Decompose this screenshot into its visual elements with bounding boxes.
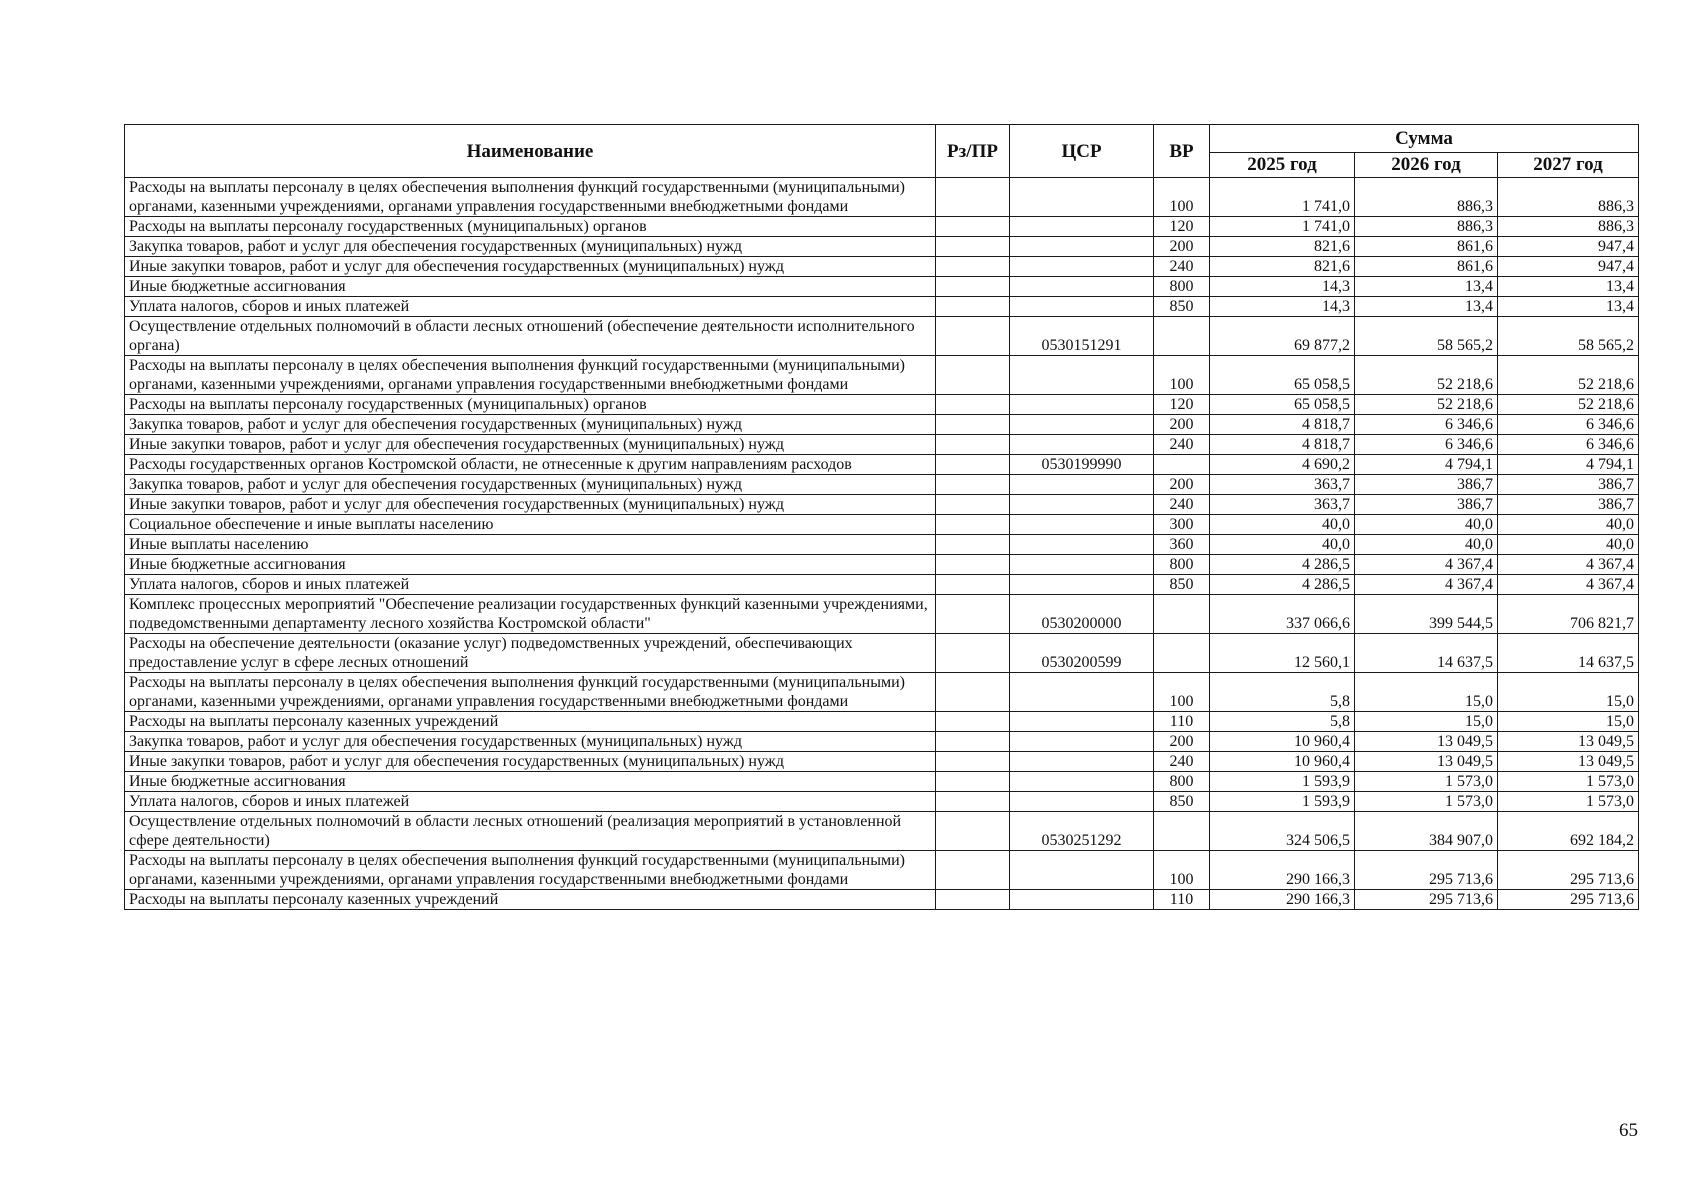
cell-vr: 800 — [1154, 772, 1210, 792]
cell-rz-pr — [936, 277, 1010, 297]
cell-name: Расходы на выплаты персоналу государственных (муниципальных) органов — [125, 395, 936, 415]
cell-name: Расходы на обеспечение деятельности (оказание услуг) подведомственных учреждений, обеспечивающих предоставление услуг в сфере лесных отношений — [125, 634, 936, 673]
cell-vr: 240 — [1154, 495, 1210, 515]
cell-vr: 850 — [1154, 792, 1210, 812]
budget-table — [124, 124, 1639, 910]
cell-amount-2025: 1 593,9 — [1210, 792, 1355, 812]
cell-amount-2025: 1 741,0 — [1210, 178, 1355, 217]
cell-amount-2027: 13 049,5 — [1498, 752, 1639, 772]
cell-amount-2026: 52 218,6 — [1355, 356, 1498, 395]
cell-rz-pr — [936, 634, 1010, 673]
cell-amount-2026: 13,4 — [1355, 277, 1498, 297]
cell-amount-2027: 6 346,6 — [1498, 415, 1639, 435]
cell-rz-pr — [936, 792, 1010, 812]
cell-amount-2025: 5,8 — [1210, 712, 1355, 732]
cell-csr — [1010, 673, 1154, 712]
cell-rz-pr — [936, 317, 1010, 356]
table-row — [125, 515, 1639, 535]
cell-vr: 100 — [1154, 356, 1210, 395]
table-row — [125, 535, 1639, 555]
cell-amount-2025: 4 818,7 — [1210, 435, 1355, 455]
cell-amount-2025: 290 166,3 — [1210, 890, 1355, 910]
table-body — [125, 178, 1639, 910]
header-year-2025: 2025 год — [1210, 152, 1355, 177]
table-row — [125, 415, 1639, 435]
cell-amount-2027: 886,3 — [1498, 178, 1639, 217]
cell-name: Иные выплаты населению — [125, 535, 936, 555]
cell-rz-pr — [936, 257, 1010, 277]
cell-amount-2025: 4 818,7 — [1210, 415, 1355, 435]
cell-amount-2025: 10 960,4 — [1210, 732, 1355, 752]
cell-amount-2025: 14,3 — [1210, 297, 1355, 317]
cell-amount-2025: 4 690,2 — [1210, 455, 1355, 475]
cell-rz-pr — [936, 712, 1010, 732]
cell-amount-2026: 58 565,2 — [1355, 317, 1498, 356]
cell-vr — [1154, 455, 1210, 475]
cell-csr — [1010, 575, 1154, 595]
cell-name: Расходы на выплаты персоналу в целях обеспечения выполнения функций государственными (муниципальными) органами, казенными учреждениями, органами управления государственными внебюджетными фондами — [125, 356, 936, 395]
cell-amount-2027: 15,0 — [1498, 712, 1639, 732]
cell-amount-2026: 295 713,6 — [1355, 890, 1498, 910]
table-row — [125, 772, 1639, 792]
cell-vr: 360 — [1154, 535, 1210, 555]
cell-amount-2025: 5,8 — [1210, 673, 1355, 712]
cell-rz-pr — [936, 356, 1010, 395]
table-row — [125, 217, 1639, 237]
table-row — [125, 851, 1639, 890]
table-row — [125, 712, 1639, 732]
cell-amount-2026: 384 907,0 — [1355, 812, 1498, 851]
cell-amount-2025: 10 960,4 — [1210, 752, 1355, 772]
cell-amount-2027: 947,4 — [1498, 237, 1639, 257]
table-row — [125, 297, 1639, 317]
cell-csr — [1010, 277, 1154, 297]
cell-vr: 100 — [1154, 851, 1210, 890]
table-row — [125, 395, 1639, 415]
cell-amount-2026: 886,3 — [1355, 217, 1498, 237]
table-row — [125, 673, 1639, 712]
cell-csr — [1010, 851, 1154, 890]
header-year-2027: 2027 год — [1498, 152, 1639, 177]
cell-vr: 100 — [1154, 178, 1210, 217]
cell-csr: 0530151291 — [1010, 317, 1154, 356]
cell-rz-pr — [936, 851, 1010, 890]
cell-amount-2027: 1 573,0 — [1498, 772, 1639, 792]
cell-csr — [1010, 178, 1154, 217]
cell-name: Закупка товаров, работ и услуг для обеспечения государственных (муниципальных) нужд — [125, 732, 936, 752]
cell-rz-pr — [936, 495, 1010, 515]
cell-amount-2027: 15,0 — [1498, 673, 1639, 712]
cell-vr: 120 — [1154, 217, 1210, 237]
cell-rz-pr — [936, 752, 1010, 772]
cell-amount-2026: 1 573,0 — [1355, 772, 1498, 792]
table-row — [125, 890, 1639, 910]
cell-amount-2025: 821,6 — [1210, 237, 1355, 257]
table-row — [125, 595, 1639, 634]
cell-amount-2027: 14 637,5 — [1498, 634, 1639, 673]
cell-amount-2026: 40,0 — [1355, 515, 1498, 535]
cell-amount-2026: 386,7 — [1355, 475, 1498, 495]
cell-rz-pr — [936, 217, 1010, 237]
cell-rz-pr — [936, 395, 1010, 415]
cell-csr — [1010, 535, 1154, 555]
cell-name: Иные бюджетные ассигнования — [125, 555, 936, 575]
cell-amount-2027: 886,3 — [1498, 217, 1639, 237]
cell-vr: 300 — [1154, 515, 1210, 535]
table-header — [125, 125, 1639, 178]
cell-amount-2027: 40,0 — [1498, 515, 1639, 535]
cell-csr — [1010, 356, 1154, 395]
cell-csr — [1010, 395, 1154, 415]
cell-vr — [1154, 812, 1210, 851]
table-row — [125, 792, 1639, 812]
cell-vr — [1154, 634, 1210, 673]
cell-vr — [1154, 317, 1210, 356]
cell-amount-2027: 13 049,5 — [1498, 732, 1639, 752]
cell-rz-pr — [936, 673, 1010, 712]
header-sum: Сумма — [1210, 125, 1639, 153]
cell-amount-2025: 4 286,5 — [1210, 575, 1355, 595]
cell-csr — [1010, 217, 1154, 237]
cell-vr: 800 — [1154, 555, 1210, 575]
cell-vr: 110 — [1154, 712, 1210, 732]
cell-amount-2026: 295 713,6 — [1355, 851, 1498, 890]
cell-rz-pr — [936, 415, 1010, 435]
page-number: 65 — [1619, 1120, 1638, 1141]
cell-rz-pr — [936, 890, 1010, 910]
header-csr: ЦСР — [1010, 125, 1154, 178]
cell-amount-2026: 13 049,5 — [1355, 752, 1498, 772]
cell-name: Иные бюджетные ассигнования — [125, 772, 936, 792]
cell-amount-2027: 13,4 — [1498, 277, 1639, 297]
cell-amount-2026: 861,6 — [1355, 237, 1498, 257]
cell-csr — [1010, 415, 1154, 435]
table-row — [125, 257, 1639, 277]
cell-amount-2027: 386,7 — [1498, 475, 1639, 495]
cell-vr: 200 — [1154, 415, 1210, 435]
cell-amount-2027: 692 184,2 — [1498, 812, 1639, 851]
cell-amount-2027: 4 367,4 — [1498, 555, 1639, 575]
cell-amount-2025: 40,0 — [1210, 535, 1355, 555]
cell-amount-2027: 386,7 — [1498, 495, 1639, 515]
cell-name: Закупка товаров, работ и услуг для обеспечения государственных (муниципальных) нужд — [125, 415, 936, 435]
cell-amount-2027: 6 346,6 — [1498, 435, 1639, 455]
cell-csr — [1010, 712, 1154, 732]
cell-name: Закупка товаров, работ и услуг для обеспечения государственных (муниципальных) нужд — [125, 475, 936, 495]
cell-amount-2026: 861,6 — [1355, 257, 1498, 277]
cell-name: Расходы на выплаты персоналу государственных (муниципальных) органов — [125, 217, 936, 237]
cell-csr — [1010, 752, 1154, 772]
cell-name: Уплата налогов, сборов и иных платежей — [125, 297, 936, 317]
cell-amount-2026: 4 367,4 — [1355, 575, 1498, 595]
header-year-2026: 2026 год — [1355, 152, 1498, 177]
header-name: Наименование — [125, 125, 936, 178]
cell-csr — [1010, 495, 1154, 515]
cell-amount-2027: 13,4 — [1498, 297, 1639, 317]
cell-amount-2026: 4 794,1 — [1355, 455, 1498, 475]
cell-amount-2027: 4 794,1 — [1498, 455, 1639, 475]
cell-csr — [1010, 890, 1154, 910]
cell-amount-2025: 40,0 — [1210, 515, 1355, 535]
cell-vr: 100 — [1154, 673, 1210, 712]
cell-amount-2025: 821,6 — [1210, 257, 1355, 277]
cell-amount-2025: 65 058,5 — [1210, 356, 1355, 395]
cell-rz-pr — [936, 297, 1010, 317]
cell-rz-pr — [936, 475, 1010, 495]
cell-amount-2025: 363,7 — [1210, 475, 1355, 495]
cell-vr: 850 — [1154, 575, 1210, 595]
cell-rz-pr — [936, 455, 1010, 475]
table-row — [125, 812, 1639, 851]
table-row — [125, 732, 1639, 752]
table-row — [125, 178, 1639, 217]
cell-csr — [1010, 555, 1154, 575]
cell-rz-pr — [936, 575, 1010, 595]
table-row — [125, 435, 1639, 455]
table-row — [125, 495, 1639, 515]
cell-name: Иные закупки товаров, работ и услуг для обеспечения государственных (муниципальных) нужд — [125, 435, 936, 455]
cell-rz-pr — [936, 595, 1010, 634]
cell-vr: 200 — [1154, 475, 1210, 495]
cell-name: Закупка товаров, работ и услуг для обеспечения государственных (муниципальных) нужд — [125, 237, 936, 257]
cell-amount-2026: 6 346,6 — [1355, 415, 1498, 435]
cell-csr — [1010, 792, 1154, 812]
cell-rz-pr — [936, 555, 1010, 575]
cell-csr — [1010, 435, 1154, 455]
cell-vr — [1154, 595, 1210, 634]
cell-amount-2025: 337 066,6 — [1210, 595, 1355, 634]
cell-amount-2027: 58 565,2 — [1498, 317, 1639, 356]
cell-name: Расходы на выплаты персоналу в целях обеспечения выполнения функций государственными (муниципальными) органами, казенными учреждениями, органами управления государственными внебюджетными фондами — [125, 178, 936, 217]
cell-amount-2025: 14,3 — [1210, 277, 1355, 297]
cell-csr — [1010, 297, 1154, 317]
cell-name: Уплата налогов, сборов и иных платежей — [125, 792, 936, 812]
cell-name: Расходы на выплаты персоналу в целях обеспечения выполнения функций государственными (муниципальными) органами, казенными учреждениями, органами управления государственными внебюджетными фондами — [125, 851, 936, 890]
cell-name: Расходы государственных органов Костромской области, не отнесенные к другим направлениям расходов — [125, 455, 936, 475]
table-row — [125, 237, 1639, 257]
table-row — [125, 555, 1639, 575]
cell-name: Расходы на выплаты персоналу казенных учреждений — [125, 890, 936, 910]
cell-csr — [1010, 475, 1154, 495]
cell-vr: 240 — [1154, 752, 1210, 772]
cell-name: Расходы на выплаты персоналу в целях обеспечения выполнения функций государственными (муниципальными) органами, казенными учреждениями, органами управления государственными внебюджетными фондами — [125, 673, 936, 712]
cell-rz-pr — [936, 237, 1010, 257]
cell-amount-2027: 706 821,7 — [1498, 595, 1639, 634]
cell-csr — [1010, 257, 1154, 277]
cell-csr — [1010, 237, 1154, 257]
cell-amount-2025: 363,7 — [1210, 495, 1355, 515]
cell-amount-2025: 324 506,5 — [1210, 812, 1355, 851]
cell-name: Уплата налогов, сборов и иных платежей — [125, 575, 936, 595]
cell-amount-2027: 4 367,4 — [1498, 575, 1639, 595]
cell-csr: 0530199990 — [1010, 455, 1154, 475]
header-vr: ВР — [1154, 125, 1210, 178]
cell-amount-2025: 12 560,1 — [1210, 634, 1355, 673]
cell-rz-pr — [936, 435, 1010, 455]
cell-name: Расходы на выплаты персоналу казенных учреждений — [125, 712, 936, 732]
table-row — [125, 634, 1639, 673]
cell-amount-2027: 295 713,6 — [1498, 851, 1639, 890]
cell-amount-2025: 1 741,0 — [1210, 217, 1355, 237]
cell-rz-pr — [936, 812, 1010, 851]
cell-name: Иные закупки товаров, работ и услуг для обеспечения государственных (муниципальных) нужд — [125, 495, 936, 515]
cell-amount-2025: 1 593,9 — [1210, 772, 1355, 792]
cell-name: Иные бюджетные ассигнования — [125, 277, 936, 297]
cell-csr: 0530200599 — [1010, 634, 1154, 673]
cell-amount-2026: 6 346,6 — [1355, 435, 1498, 455]
cell-amount-2027: 295 713,6 — [1498, 890, 1639, 910]
cell-rz-pr — [936, 535, 1010, 555]
cell-vr: 240 — [1154, 257, 1210, 277]
table-row — [125, 356, 1639, 395]
cell-amount-2027: 52 218,6 — [1498, 356, 1639, 395]
cell-rz-pr — [936, 772, 1010, 792]
cell-rz-pr — [936, 178, 1010, 217]
cell-rz-pr — [936, 515, 1010, 535]
table-row — [125, 752, 1639, 772]
table-row — [125, 277, 1639, 297]
cell-amount-2026: 15,0 — [1355, 712, 1498, 732]
cell-amount-2026: 386,7 — [1355, 495, 1498, 515]
table-row — [125, 455, 1639, 475]
cell-amount-2026: 13 049,5 — [1355, 732, 1498, 752]
cell-csr: 0530251292 — [1010, 812, 1154, 851]
cell-amount-2026: 52 218,6 — [1355, 395, 1498, 415]
cell-amount-2027: 52 218,6 — [1498, 395, 1639, 415]
cell-amount-2026: 13,4 — [1355, 297, 1498, 317]
cell-amount-2027: 40,0 — [1498, 535, 1639, 555]
cell-amount-2025: 4 286,5 — [1210, 555, 1355, 575]
cell-vr: 200 — [1154, 237, 1210, 257]
cell-vr: 850 — [1154, 297, 1210, 317]
header-rz-pr: Рз/ПР — [936, 125, 1010, 178]
cell-vr: 200 — [1154, 732, 1210, 752]
cell-name: Комплекс процессных мероприятий "Обеспечение реализации государственных функций казенными учреждениями, подведомственными департаменту лесного хозяйства Костромской области" — [125, 595, 936, 634]
cell-rz-pr — [936, 732, 1010, 752]
cell-amount-2027: 1 573,0 — [1498, 792, 1639, 812]
cell-amount-2026: 40,0 — [1355, 535, 1498, 555]
cell-vr: 240 — [1154, 435, 1210, 455]
cell-name: Осуществление отдельных полномочий в области лесных отношений (реализация мероприятий в установленной сфере деятельности) — [125, 812, 936, 851]
cell-amount-2026: 15,0 — [1355, 673, 1498, 712]
cell-name: Социальное обеспечение и иные выплаты населению — [125, 515, 936, 535]
cell-amount-2027: 947,4 — [1498, 257, 1639, 277]
cell-vr: 110 — [1154, 890, 1210, 910]
table-row — [125, 575, 1639, 595]
cell-csr: 0530200000 — [1010, 595, 1154, 634]
cell-amount-2026: 886,3 — [1355, 178, 1498, 217]
table-row — [125, 475, 1639, 495]
cell-name: Иные закупки товаров, работ и услуг для обеспечения государственных (муниципальных) нужд — [125, 752, 936, 772]
cell-name: Иные закупки товаров, работ и услуг для обеспечения государственных (муниципальных) нужд — [125, 257, 936, 277]
cell-csr — [1010, 772, 1154, 792]
cell-csr — [1010, 515, 1154, 535]
cell-amount-2025: 65 058,5 — [1210, 395, 1355, 415]
cell-amount-2025: 69 877,2 — [1210, 317, 1355, 356]
cell-amount-2026: 399 544,5 — [1355, 595, 1498, 634]
cell-amount-2026: 4 367,4 — [1355, 555, 1498, 575]
cell-name: Осуществление отдельных полномочий в области лесных отношений (обеспечение деятельности исполнительного органа) — [125, 317, 936, 356]
cell-vr: 800 — [1154, 277, 1210, 297]
cell-amount-2026: 14 637,5 — [1355, 634, 1498, 673]
cell-amount-2026: 1 573,0 — [1355, 792, 1498, 812]
cell-vr: 120 — [1154, 395, 1210, 415]
cell-csr — [1010, 732, 1154, 752]
cell-amount-2025: 290 166,3 — [1210, 851, 1355, 890]
table-row — [125, 317, 1639, 356]
